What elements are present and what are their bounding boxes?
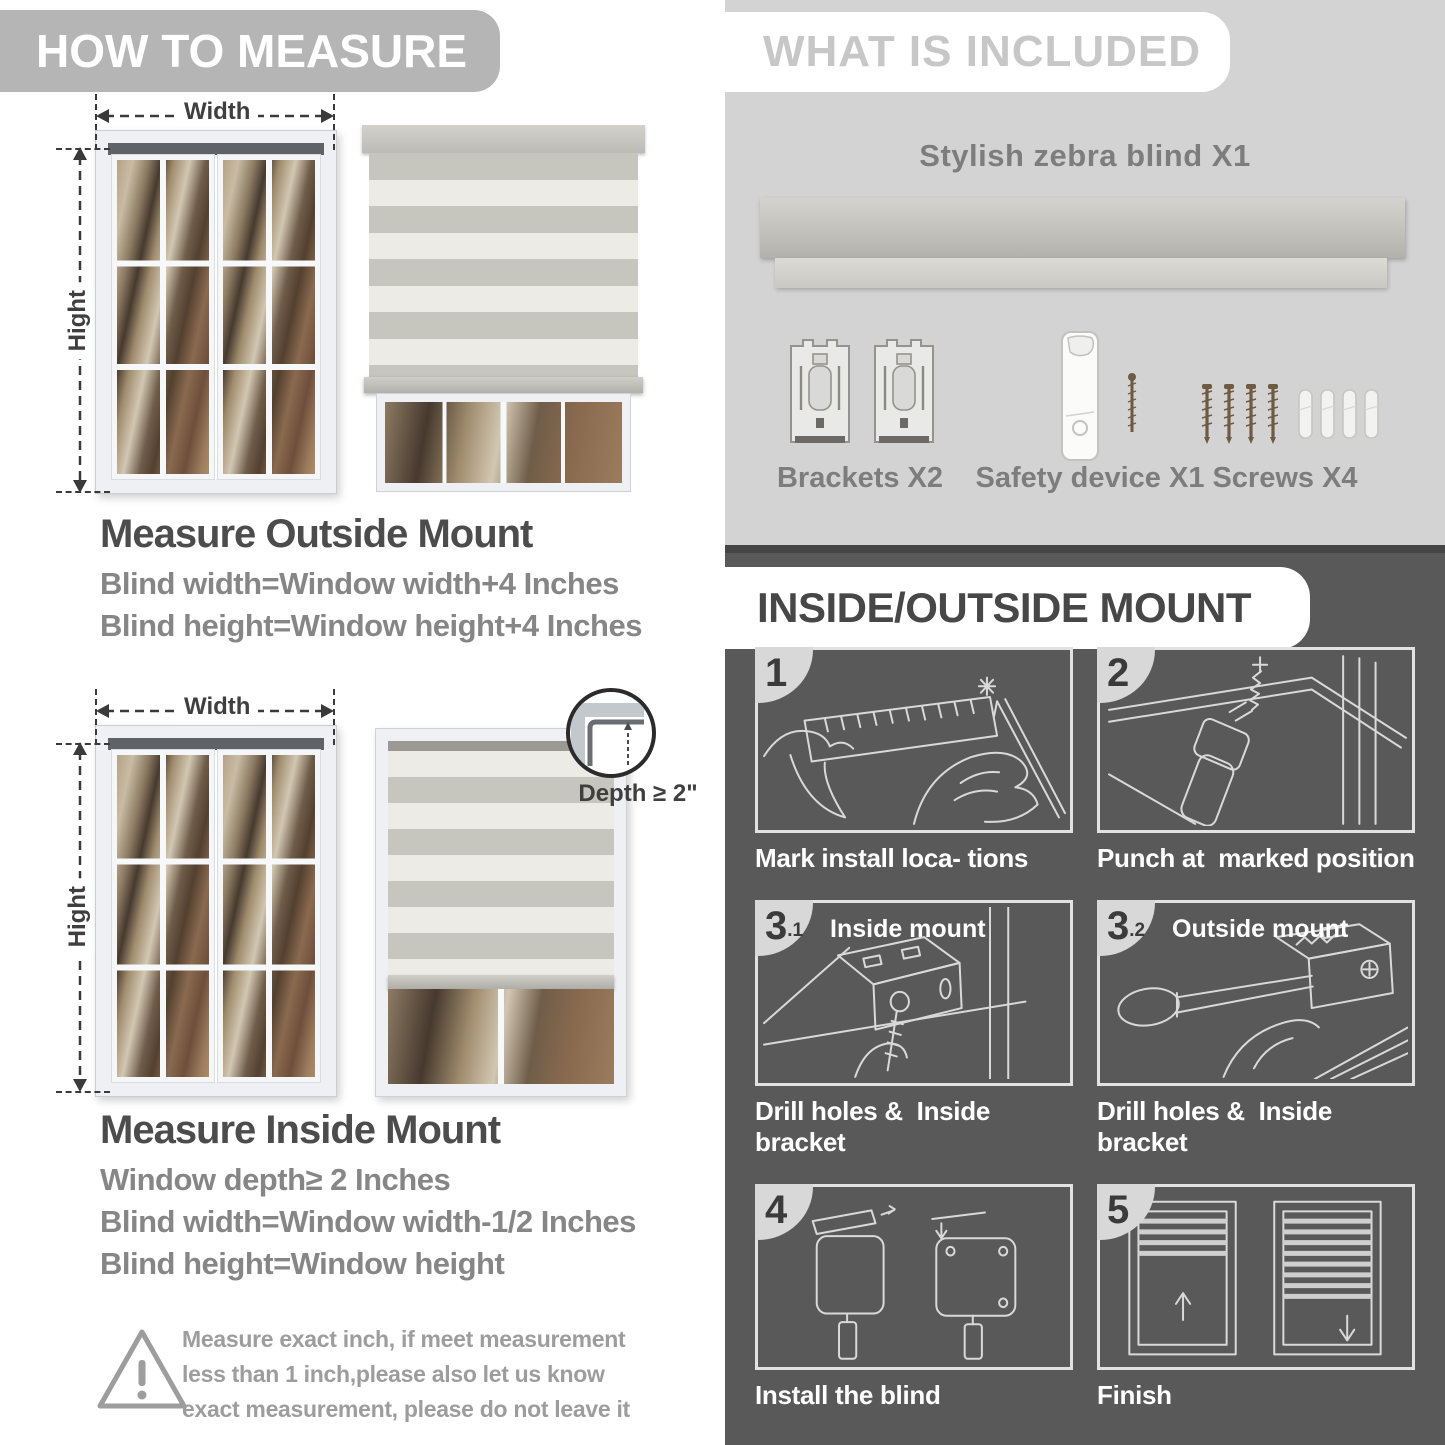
- inside-width-formula: Blind width=Window width-1/2 Inches: [100, 1204, 636, 1239]
- inside-outside-mount-title: INSIDE/OUTSIDE MOUNT: [757, 584, 1252, 631]
- drill-icon: [1104, 654, 1408, 826]
- height-guide-top: [56, 148, 110, 150]
- window-pane-left: [112, 750, 214, 1082]
- step-3-1: [755, 900, 1073, 1158]
- window-below-blind: [376, 393, 631, 492]
- brackets-label: Brackets X2: [776, 462, 944, 494]
- zebra-blind-headrail-image: [760, 198, 1405, 258]
- window-top-recess: [108, 143, 324, 155]
- width-guide-left: [95, 94, 97, 150]
- window-glass: [388, 989, 614, 1084]
- step-2: [1097, 647, 1415, 874]
- step-5-badge: 5: [1097, 1184, 1155, 1240]
- width-guide-right: [333, 94, 335, 150]
- step-4-badge: 4: [755, 1184, 813, 1240]
- width-guide-left: [95, 689, 97, 745]
- height-guide-bottom: [56, 1091, 110, 1093]
- step-3-1-title: Inside mount: [830, 915, 986, 943]
- outside-mount-blind-photo: [362, 125, 645, 492]
- width-label-inside: Width: [176, 693, 258, 721]
- step-3-1-badge: 3 .1: [755, 900, 813, 956]
- step-1-caption: Mark install loca- tions: [755, 843, 1029, 873]
- step-2-illustration-box: [1097, 647, 1415, 833]
- step-2-caption: Punch at marked position: [1097, 843, 1415, 873]
- zebra-blind-rail-image: [775, 258, 1387, 288]
- how-to-measure-banner: [0, 10, 500, 92]
- width-guide-right: [333, 689, 335, 745]
- frame-corner-detail: [570, 692, 652, 774]
- depth-magnifier-icon: [566, 688, 656, 778]
- safety-device-icon: [1050, 328, 1160, 468]
- measurement-warning-text: Measure exact inch, if meet measurement less than 1 inch,please also let us know exact measurement, please do not leave it: [182, 1326, 630, 1422]
- step-3-1-caption: Drill holes & Inside bracket: [755, 1096, 997, 1157]
- finished-blinds-icon: [1104, 1191, 1408, 1363]
- step-5-caption: Finish: [1097, 1380, 1172, 1410]
- step-5: [1097, 1184, 1415, 1411]
- window-pane-left: [112, 155, 214, 479]
- ruler-pencil-icon: [762, 654, 1066, 826]
- window-panes: [112, 155, 320, 479]
- mounting-brackets-icon: [785, 332, 945, 457]
- how-to-measure-title: HOW TO MEASURE: [36, 25, 468, 77]
- section-divider: [725, 545, 1445, 553]
- step-1-illustration-box: [755, 647, 1073, 833]
- width-label-outside: Width: [176, 98, 258, 126]
- inside-outside-mount-banner: [725, 567, 1310, 649]
- step-3-2-caption: Drill holes & Inside bracket: [1097, 1096, 1339, 1157]
- height-guide-bottom: [56, 491, 110, 493]
- safety-device-label: Safety device X1: [975, 462, 1205, 494]
- step-4-illustration-box: [755, 1184, 1073, 1370]
- step-3-1-illustration-box: [755, 900, 1073, 1086]
- inside-depth-formula: Window depth≥ 2 Inches: [100, 1162, 451, 1197]
- screws-anchors-icon: [1195, 380, 1380, 452]
- outside-mount-heading: Measure Outside Mount: [100, 512, 533, 556]
- step-3-2-illustration-box: [1097, 900, 1415, 1086]
- step-4-caption: Install the blind: [755, 1380, 941, 1410]
- install-blind-icon: [762, 1191, 1066, 1363]
- what-is-included-title: WHAT IS INCLUDED: [763, 27, 1202, 76]
- exclamation-triangle-icon: [92, 1324, 192, 1416]
- step-2-badge: 2: [1097, 647, 1155, 703]
- outside-height-formula: Blind height=Window height+4 Inches: [100, 608, 642, 643]
- step-3-2-badge: 3 .2: [1097, 900, 1155, 956]
- step-4: [755, 1184, 1073, 1411]
- what-is-included-banner: [725, 12, 1230, 92]
- what-is-included-section: [725, 0, 1445, 545]
- height-label-outside: Hight: [64, 282, 92, 359]
- blind-bottom-rail: [364, 377, 643, 393]
- inside-height-formula: Blind height=Window height: [100, 1246, 505, 1281]
- depth-note: Depth ≥ 2": [578, 780, 698, 807]
- product-title: Stylish zebra blind X1: [919, 138, 1251, 173]
- window-panes: [112, 750, 320, 1082]
- outside-mount-window-photo: [95, 130, 337, 494]
- installation-steps: [755, 647, 1415, 1437]
- step-3-2: [1097, 900, 1415, 1158]
- window-top-recess: [108, 738, 324, 750]
- inside-mount-window-photo: [95, 725, 337, 1097]
- inside-outside-mount-section: [725, 545, 1445, 1445]
- window-glass: [385, 402, 622, 483]
- blind-zebra-stripes: [369, 153, 638, 377]
- step-1-badge: 1: [755, 647, 813, 703]
- step-1: [755, 647, 1073, 874]
- inside-mount-heading: Measure Inside Mount: [100, 1108, 501, 1152]
- screws-label: Screws X4: [1212, 462, 1358, 494]
- step-3-2-title: Outside mount: [1172, 915, 1349, 943]
- outside-width-formula: Blind width=Window width+4 Inches: [100, 566, 619, 601]
- height-label-inside: Hight: [64, 878, 92, 955]
- window-pane-right: [218, 155, 320, 479]
- height-guide-top: [56, 743, 110, 745]
- step-5-illustration-box: [1097, 1184, 1415, 1370]
- window-pane-right: [218, 750, 320, 1082]
- blind-cassette: [362, 125, 645, 153]
- blind-bottom-rail: [388, 975, 614, 989]
